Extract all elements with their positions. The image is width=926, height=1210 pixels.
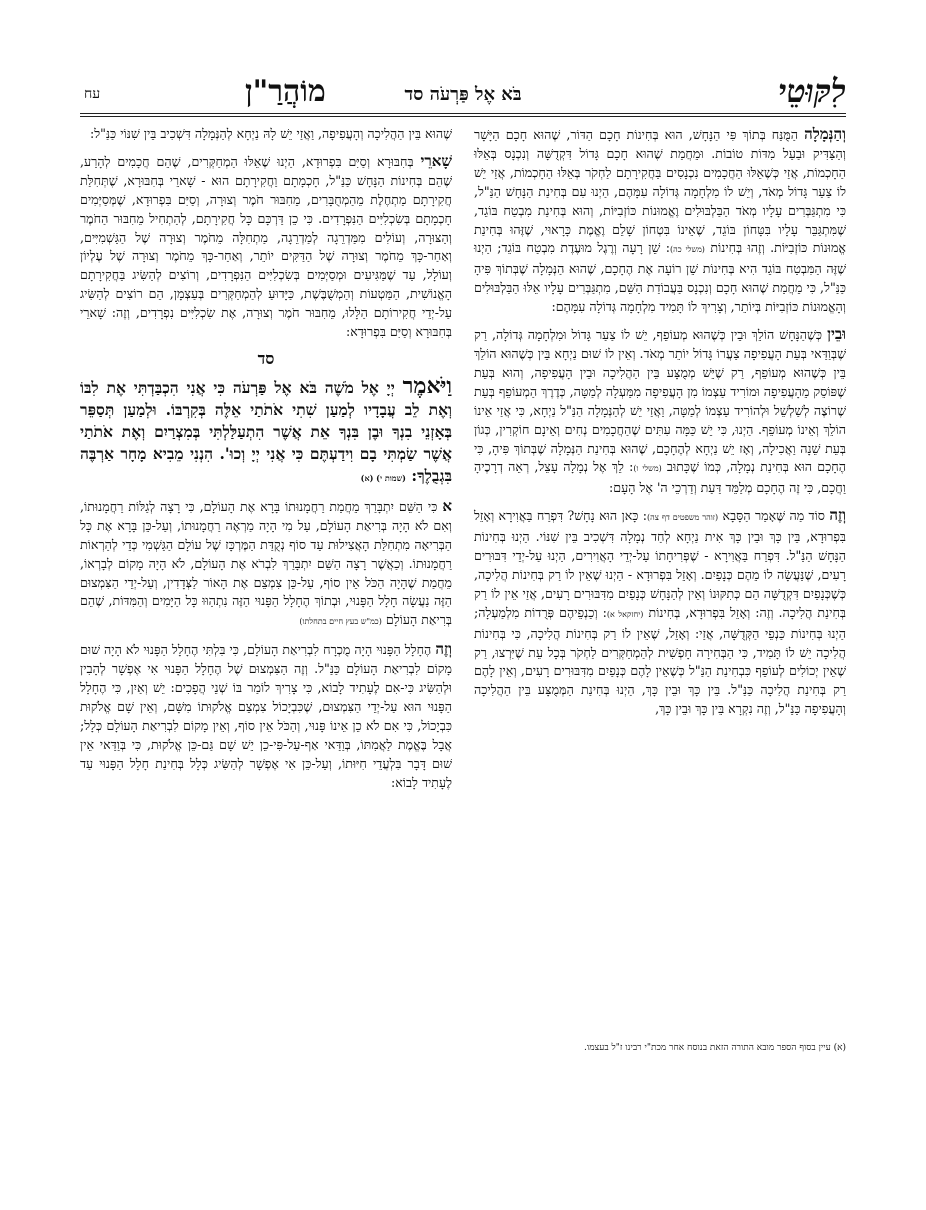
paragraph-lead-word: וְהַנְּמָלָה xyxy=(804,125,846,143)
header-rule-top xyxy=(80,113,846,114)
paragraph xyxy=(474,506,846,719)
paragraph xyxy=(80,640,452,792)
paragraph-lead-word: וְזֶה xyxy=(829,506,847,525)
page-header xyxy=(80,72,846,112)
paragraph-text: בְּחִבּוּרָא וְסַיִּם בִּפְרוּדָא, הַיְנוּ שֶׁאֵלּוּ הַמְחַקְּרִים, שֶׁהֵם חֲכָמִים לְהָרַע, שֶׁהֵם בְּחִינוֹת הַנָּחָשׁ כַּנַּ"ל, חָכְמָתָם וַחֲקִירָתָם הוּא - שָׁארֵי בְּחִבּוּרָא, שֶׁתְּחִלַּת חֲקִירָתָם מַתְחֶלֶת מֵהַמְחֻבָּרִים, מֵחִבּוּר חֹמֶר וְצוּרָה, וְסַיִּם בִּפְרוּדָא, שֶׁמְּסַיְּמִים חָכְמָתָם בְּשִׂכְלִיִּים הַנִּפְרָדִים. כִּי כֵן דַּרְכָּם כָּל חֲקִירָתָם, לְהַתְחִיל מֵחִבּוּר הַחֹמֶר וְהַצּוּרָה, וְעוֹלִים מִמַּדְרֵגָה לְמַדְרֵגָה, מַתְחִלָּה מֵחֹמֶר וְצוּרָה שֶׁל הַגַּשְׁמִיִּים, וְאַחַר-כָּךְ מֵחֹמֶר וְצוּרָה שֶׁל הַדַּקִּים יוֹתֵר, וְאַחַר-כָּךְ מֵחֹמֶר וְצוּרָה שֶׁל עֶלְיוֹן וְעוֹלָל, עַד שֶׁמַּגִּיעִים וּמְסַיְּמִים בְּשִׂכְלִיִּים הַנִּפְרָדִים, וְרוֹצִים לְהַשִּׂיג בַּחֲקִירָתָם הָאֱנוֹשִׁית, הַמַּטְעוֹת וְהַמְשֻׁבֶּשֶׁת, כַּיָּדוּעַ לְהַמְחַקְּרִים בְּעַצְמָן, הֵם רוֹצִים לְהַשִּׂיג עַל-יְדֵי חֲקִירוֹתָם הַלָּלוּ, מֵחִבּוּר חֹמֶר וְצוּרָה, אֶת שִׂכְלִיִּים נִפְרָדִים, וְזֶה: שָׁארֵי בְּחִבּוּרָא וְסַיִּם בִּפְרוּדָא: xyxy=(80,153,452,340)
footnote: (א) עיין בסוף הספר מובא התורה הזאת בנוסח אחר מכת"י רבינו ז"ל בעצמו. xyxy=(584,1043,846,1053)
source-citation: (כמ"ש בעץ חיים בתחלתו) xyxy=(299,617,382,627)
paragraph-lead-word: וְזֶה xyxy=(435,640,452,659)
verse-lead-word: וַיֹּאמֶר xyxy=(402,372,452,399)
paragraph-text: שֶׁהוּא בֵּין הַהֲלִיכָה וְהָעֲפִיפָה, וַאֲזַי יֵשׁ לָהּ נַיְחָא לְהַנְּמָלָה דִּשְׁכִיב בֵּין שִׁנּוֹי כַּנַּ"ל: xyxy=(90,126,452,141)
paragraph-lead-word: וּבֵין xyxy=(827,325,846,344)
paragraph-text: : שֵׁן רָעָה וְרֶגֶל מוּעֶדֶת מִבְטַח בּוֹגֵד; הַיְנוּ שֶׁזֶּה הַמִּבְטַח בּוֹגֵד הִיא בְּחִינוֹת שֵׁן רוֹעָה אֶת הֶחָכָם, שֶׁהוּא הַנְּמָלָה שֶׁבְּתוֹךְ פִּיהָ כַּנַּ"ל, כִּי מֵחֲמַת שֶׁהוּא חָכָם וְנִכְנָס בַּעֲבוֹדַת הַשֵּׁם, מִתְגַּבְּרִים עָלָיו אֵלּוּ הַבַּלְבּוּלִים וְהָאֱמוּנוֹת כּוֹזְבִיּוֹת בְּיוֹתֵר, וְצָרִיךְ לוֹ תָּמִיד מִלְחָמָה גְּדוֹלָה עִמָּהֶם: xyxy=(474,240,846,315)
paragraph-lead-word: שָׁארֵי xyxy=(420,151,452,170)
page-number: עח xyxy=(84,86,101,102)
paragraph-text: כִּי הַשֵּׁם יִתְבָּרַךְ מֵחֲמַת רַחֲמָנוּתוֹ בָּרָא אֶת הָעוֹלָם, כִּי רָצָה לְגַלּוֹת רַחֲמָנוּתוֹ, וְאִם לֹא הָיָה בְּרִיאַת הָעוֹלָם, עַל מִי הָיָה מַרְאֶה רַחֲמָנוּתוֹ, וְעַל-כֵּן בָּרָא אֶת כָּל הַבְּרִיאָה מִתְחִלַּת הָאֲצִילוּת עַד סוֹף נְקֻדַּת הַמֶּרְכָּז שֶׁל עוֹלָם הַגַּשְׁמִי כְּדֵי לְהַרְאוֹת רַחֲמָנוּתוֹ. וְכַאֲשֶׁר רָצָה הַשֵּׁם יִתְבָּרַךְ לִבְרֹא אֶת הָעוֹלָם, לֹא הָיָה מָקוֹם לְבָרְאוֹ, מֵחֲמַת שֶׁהָיָה הַכֹּל אֵין סוֹף, עַל-כֵּן צִמְצֵם אֶת הָאוֹר לַצְּדָדִין, וְעַל-יְדֵי הַצִּמְצוּם הַזֶּה נַעֲשָׂה חָלָל הַפָּנוּי, וּבְתוֹךְ הֶחָלָל הַפָּנוּי הַזֶּה נִתְהַוּוּ כָּל הַיָּמִים וְהַמִּדּוֹת, שֶׁהֵם בְּרִיאַת הָעוֹלָם xyxy=(80,498,452,628)
header-rule-bottom xyxy=(80,116,846,117)
paragraph-text: : כָּאן הוּא נָחָשׁ? דִּפְרַח בַּאֲוִירָא וְאָזֵל בִּפְרוּדָא, בֵּין כָּךְ וּבֵין כָּךְ אִית נַיְחָא לְחַד נְמָלָה דִּשְׁכִיב בֵּין שִׁנּוֹי. הַיְנוּ בְּחִינוֹת הַנָּחָשׁ הַנַּ"ל. דִּפְרַח בַּאֲוִירָא - שֶׁפְּרִיחָתוֹ עַל-יְדֵי הָאֲוִירִים, הַיְנוּ עַל-יְדֵי דִּבּוּרִים רָעִים, שֶׁנַּעֲשָׂה לוֹ מֵהֶם כְּנָפַיִם. וְאָזֵל בִּפְרוּדָא - הַיְנוּ שֶׁאֵין לוֹ רַק בְּחִינוֹת הֲלִיכָה, כְּשֶׁכְּנָפַיִם דִּקְדֻשָּׁה הֵם כְּתִקּוּנוֹ וְאֵין לְהַנָּחָשׁ כְּנָפַיִם מִדִּבּוּרִים רָעִים, אֲזַי אֵין לוֹ רַק בְּחִינַת הֲלִיכָה. וְזֶה: וְאָזֵל בִּפְרוּדָא, בְּחִינוֹת xyxy=(474,508,846,620)
paragraph-text: הַמֻּנַּח בְּתוֹךְ פִּי הַנָּחָשׁ, הוּא בְּחִינוֹת חָכָם הַדּוֹר, שֶׁהוּא חָכָם הַיָּשָׁר וְהַצַּדִּיק וּבַעַל מִדּוֹת טוֹבוֹת. וּמֵחֲמַת שֶׁהוּא חָכָם גָּדוֹל דִּקְדֻשָּׁה וְנִכְנָס בְּאֵלּוּ הַחָכְמוֹת, אֲזַי כְּשֶׁאֵלּוּ הַחֲכָמִים נִכְנָסִים בַּחֲקִירָתָם לַחְקֹר בְּאֵלּוּ הַחָכְמוֹת, אֲזַי יֵשׁ לוֹ צַעַר גָּדוֹל מְאֹד, וְיֵשׁ לוֹ מִלְחָמָה גְּדוֹלָה עִמָּהֶם, הַיְנוּ עִם בְּחִינַת הַנָּחָשׁ הַנַּ"ל, כִּי מִתְגַּבְּרִים עָלָיו מְאֹד הַבַּלְבּוּלִים וֶאֱמוּנוֹת כּוֹזְבִיּוֹת, וְהוּא בְּחִינַת מִבְטַח בּוֹגֵד, שֶׁמִּתְגַּבֵּר עָלָיו בִּטָּחוֹן בּוֹגֵד, שֶׁאֵינוֹ בִּטְחוֹן שָׁלֵם וֶאֱמֶת כָּרָאוּי, שֶׁזֶּהוּ בְּחִינַת אֱמוּנוֹת כּוֹזְבִיּוֹת. וְזֶהוּ בְּחִינוֹת xyxy=(474,127,846,256)
paragraph xyxy=(80,497,452,632)
right-column xyxy=(474,125,846,727)
source-citation: (משלי כה) xyxy=(669,245,705,255)
source-citation: (משלי ו) xyxy=(633,464,662,474)
paragraph-text: הֶחָלָל הַפָּנוּי הָיָה מֻכְרָח לִבְרִיאַת הָעוֹלָם, כִּי בִּלְתִּי הֶחָלָל הַפָּנוּי לֹא הָיָה שׁוּם מָקוֹם לִבְרִיאַת הָעוֹלָם כַּנַּ"ל. וְזֶה הַצִּמְצוּם שֶׁל הֶחָלָל הַפָּנוּי אִי אֶפְשָׁר לְהָבִין וּלְהַשִּׂיג כִּי-אִם לֶעָתִיד לָבוֹא, כִּי צָרִיךְ לוֹמַר בּוֹ שְׁנֵי הֲפָכִים: יֵשׁ וְאַיִן, כִּי הֶחָלָל הַפָּנוּי הוּא עַל-יְדֵי הַצִּמְצוּם, שֶׁכִּבְיָכוֹל צִמְצֵם אֱלֹקוּתוֹ מִשָּׁם, וְאֵין שָׁם אֱלֹקוּת כִּבְיָכוֹל, כִּי אִם לֹא כֵן אֵינוֹ פָּנוּי, וְהַכֹּל אֵין סוֹף, וְאֵין מָקוֹם לִבְרִיאַת הָעוֹלָם כְּלָל; אֲבָל בֶּאֱמֶת לַאֲמִתּוֹ, בְּוַדַּאי אַף-עַל-פִּי-כֵן יֵשׁ שָׁם גַּם-כֵּן אֱלֹקוּת, כִּי בְּוַדַּאי אֵין שׁוּם דָּבָר בִּלְעֲדֵי חִיּוּתוֹ, וְעַל-כֵּן אִי אֶפְשָׁר לְהַשִּׂיג כְּלָל בְּחִינַת חָלָל הַפָּנוּי עַד לֶעָתִיד לָבוֹא: xyxy=(80,642,452,790)
paragraph xyxy=(80,152,452,342)
paragraph xyxy=(474,325,846,498)
paragraph xyxy=(80,125,452,144)
source-citation: (זוהר משפטים דף צה) xyxy=(647,513,719,523)
paragraph-lead-word: א xyxy=(442,496,452,515)
source-citation: (שמות י) (א) xyxy=(360,472,406,483)
paragraph-text: : וְכַנְפֵיהֶם פְּרֻדוֹת מִלְמַעְלָה; הַיְנוּ בְּחִינוֹת כַּנְפֵי הַקְּדֻשָּׁה, אֲזַי: וְאָזֵל, שֶׁאֵין לוֹ רַק בְּחִינוֹת הֲלִיכָה, כִּי בְּחִינוֹת הֲלִיכָה יֵשׁ לוֹ תָּמִיד, כִּי הַבְּחִירָה חָפְשִׁית לְהַמְחַקְּרִים לַחְקֹר בְּכָל עֵת שֶׁיִּרְצוּ, רַק שֶׁאֵין יְכוֹלִים לְעוֹפֵף כִּבְחִינַת הַנַּ"ל כְּשֶׁאֵין לָהֶם כְּנָפַיִם מִדִּבּוּרִים רָעִים, וְאֵין לָהֶם רַק בְּחִינַת הֲלִיכָה כַּנַּ"ל. בֵּין כָּךְ וּבֵין כָּךְ, הַיְנוּ בְּחִינַת הַמְּמֻצָּע בֵּין הַהֲלִיכָה וְהָעֲפִיפָה כַּנַּ"ל, וְזֶה נִקְרָא בֵּין כָּךְ וּבֵין כָּךְ, xyxy=(474,604,846,717)
source-citation: (יחזקאל א) xyxy=(606,609,644,619)
paragraph xyxy=(474,125,846,317)
verse-heading xyxy=(80,372,452,489)
running-title-right: לִקּוּטֵי xyxy=(778,72,846,110)
paragraph-text: כְּשֶׁהַנָּחָשׁ הוֹלֵךְ וּבֵין כְּשֶׁהוּא מְעוֹפֵף, יֵשׁ לוֹ צַעַר גָּדוֹל וּמִלְחָמָה גְּדוֹלָה, רַק שֶׁבְּוַדַּאי בְּעֵת הָעֲפִיפָה צַעֲרוֹ גָּדוֹל יוֹתֵר מְאֹד. וְאֵין לוֹ שׁוּם נַיְחָא בֵּין כְּשֶׁהוּא הוֹלֵךְ בֵּין כְּשֶׁהוּא מְעוֹפֵף, רַק שֶׁיֵּשׁ מְמֻצָּע בֵּין הַהֲלִיכָה וּבֵין הָעֲפִיפָה, וְהוּא בְּעֵת שֶׁפּוֹסֵק מֵהָעֲפִיפָה וּמוֹרִיד עַצְמוֹ מִן הָעֲפִיפָה מִמַּעְלָה לְמַטָּה, כְּדֶרֶךְ הַמְעוֹפֵף בְּעֵת שֶׁרוֹצֶה לְשַׁלְשֵׁל וּלְהוֹרִיד עַצְמוֹ לְמַטָּה, וַאֲזַי יֵשׁ לְהַנְּמָלָה הַנַּ"ל נַיְחָא, כִּי אֲזַי אֵינוֹ הוֹלֵךְ וְאֵינוֹ מְעוֹפֵף. הַיְנוּ, כִּי יֵשׁ כַּמָּה עִתִּים שֶׁהַחֲכָמִים נְחִים וְאֵינָם חוֹקְרִין, כְּגוֹן בְּעֵת שֵׁנָה וַאֲכִילָה, וְאָז יֵשׁ נַיְחָא לְהֶחָכָם, שֶׁהוּא בְּחִינַת הַנְּמָלָה שֶׁבְּתוֹךְ פִּיהָ, כִּי הֶחָכָם הוּא בְּחִינַת נְמָלָה, כְּמוֹ שֶׁכָּתוּב xyxy=(474,327,846,475)
left-column xyxy=(80,125,452,800)
running-title-left: מוֹהֲרַ"ן xyxy=(245,74,326,109)
section-number: סד xyxy=(257,348,275,368)
paragraph-text: סוֹד מַה שֶּׁאָמַר הַסָּבָא xyxy=(718,508,830,524)
running-title-center: בֹּא אֶל פַּרְעֹה סד xyxy=(404,84,522,105)
verse-text: יְיָ אֶל מֹשֶׁה בֹּא אֶל פַּרְעֹה כִּי אֲנִי הִכְבַּדְתִּי אֶת לִבּוֹ וְאֶת לֵב עֲבָדָיו לְמַעַן שִׁתִי אֹתֹתַי אֵלֶּה בְּקִרְבּוֹ. וּלְמַעַן תְּסַפֵּר בְּאָזְנֵי בִנְךָ וּבֶן בִּנְךָ אֵת אֲשֶׁר הִתְעַלַּלְתִּי בְּמִצְרַיִם וְאֶת אֹתֹתַי אֲשֶׁר שַׂמְתִּי בָם וִידַעְתֶּם כִּי אֲנִי יְיָ וְכוּ'. הִנְנִי מֵבִיא מָחָר אַרְבֶּה בִּגְבֻלֶךָ: xyxy=(80,377,452,485)
paragraph-text: : לֵךְ אֶל נְמָלָה עָצֵל, רְאֵה דְרָכֶיהָ וַחֲכָם, כִּי זֶה הֶחָכָם מְלַמֵּד דַּעַת וְדַרְכֵי ה' אֶל הָעָם: xyxy=(474,459,846,496)
